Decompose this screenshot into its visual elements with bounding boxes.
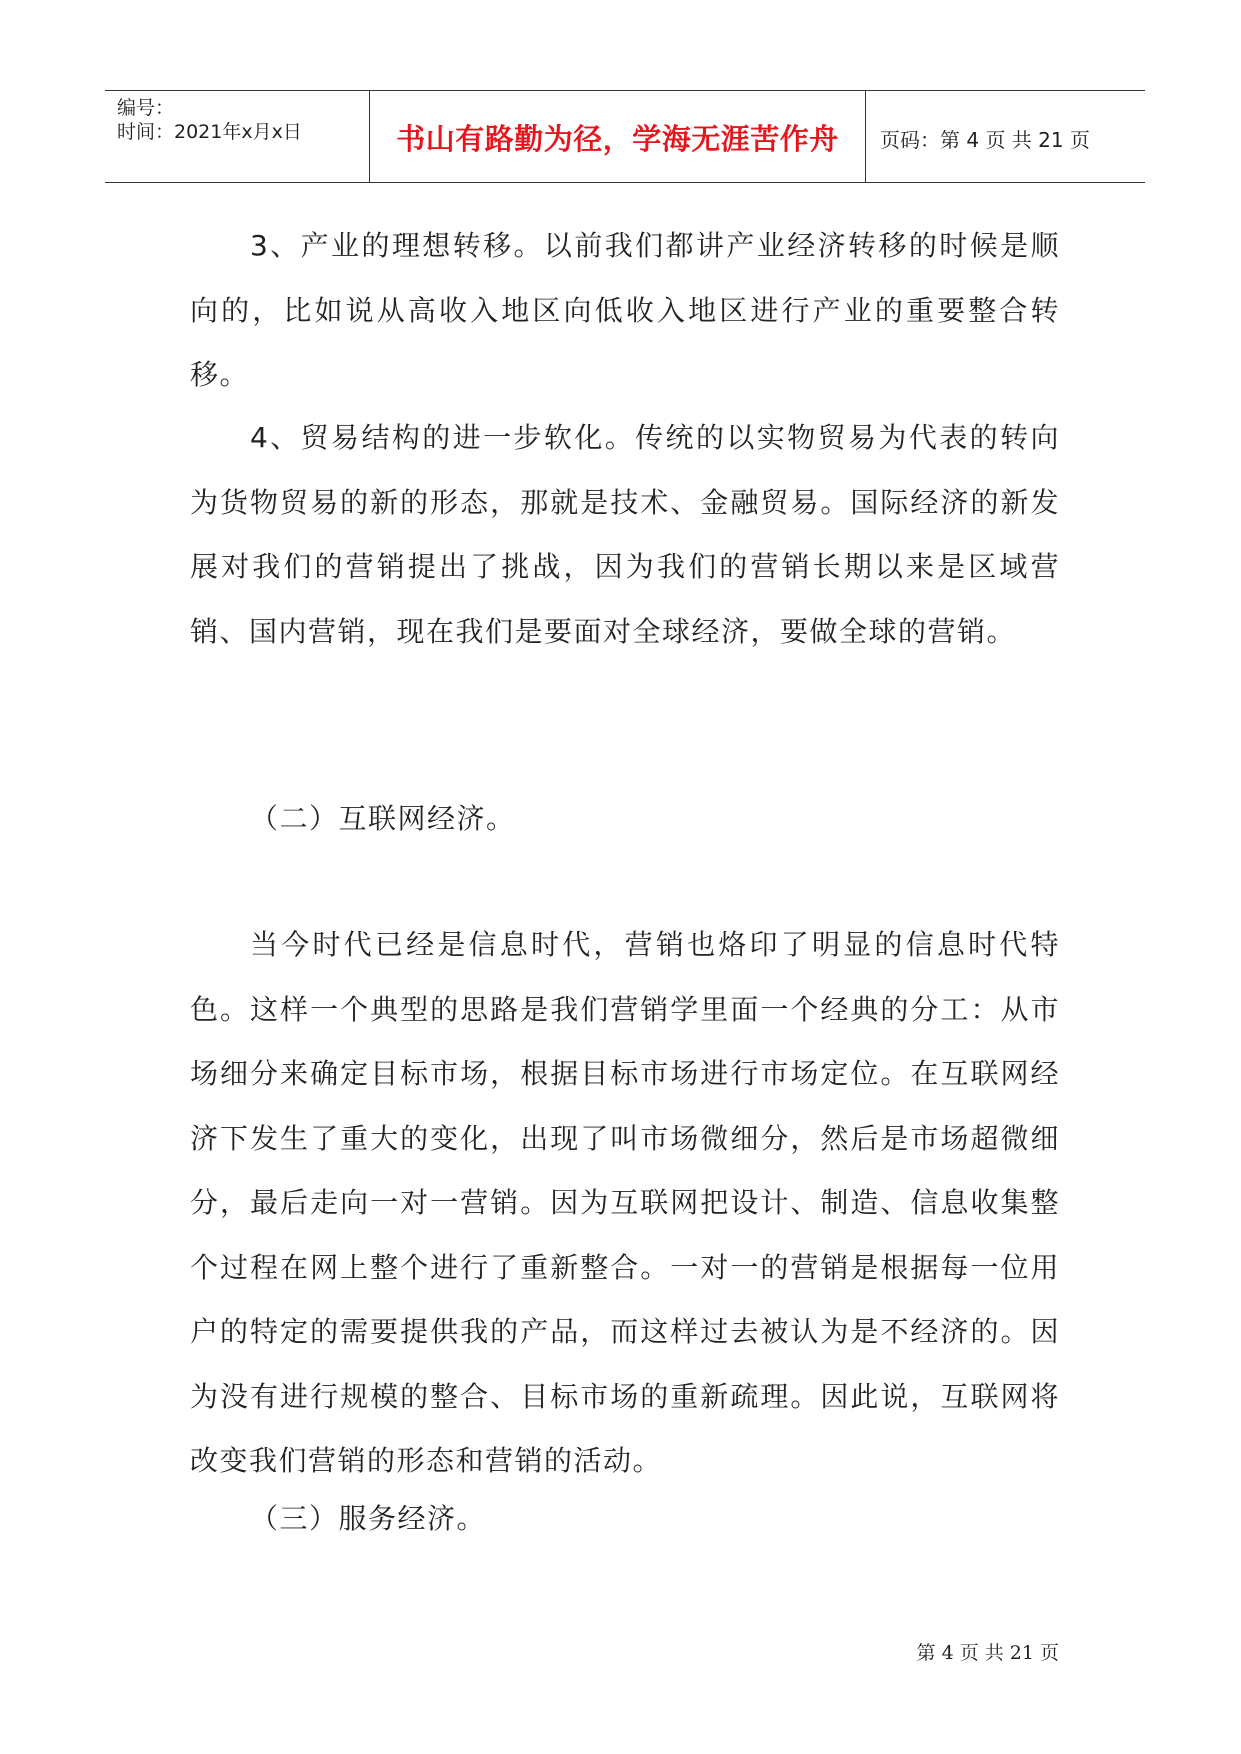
paragraph-industry-transfer: 3、产业的理想转移。以前我们都讲产业经济转移的时候是顺向的，比如说从高收入地区向低收入地区进行产业的重要整合转移。	[190, 229, 1060, 391]
section-heading-internet-economy: （二）互联网经济。	[250, 802, 516, 835]
header-motto: 书山有路勤为径，学海无涯苦作舟	[396, 122, 839, 156]
header-page-cell	[866, 91, 1145, 182]
page-footer: 第 4 页 共 21 页	[916, 1642, 1059, 1664]
header-motto-cell	[370, 91, 866, 182]
paragraph-internet-economy: 当今时代已经是信息时代，营销也烙印了明显的信息时代特色。这样一个典型的思路是我们营销学里面一个经典的分工：从市场细分来确定目标市场，根据目标市场进行市场定位。在互联网经济下发生了重大的变化，出现了叫市场微细分，然后是市场超微细分，最后走向一对一营销。因为互联网把设计、制造、信息收集整个过程在网上整个进行了重新整合。一对一的营销是根据每一位用户的特定的需要提供我的产品，而这样过去被认为是不经济的。因为没有进行规模的整合、目标市场的重新疏理。因此说，互联网将改变我们营销的形态和营销的活动。	[190, 928, 1060, 1477]
header-page-code: 页码：第 4 页 共 21 页	[880, 128, 1090, 152]
section-heading-service-economy: （三）服务经济。	[250, 1502, 487, 1535]
document-time-label: 时间：2021年x月x日	[117, 121, 302, 143]
header-info-cell	[105, 91, 370, 182]
document-number-label: 编号：	[117, 97, 175, 119]
paragraph-trade-structure: 4、贸易结构的进一步软化。传统的以实物贸易为代表的转向为货物贸易的新的形态，那就是技术、金融贸易。国际经济的新发展对我们的营销提出了挑战，因为我们的营销长期以来是区域营销、国内营销，现在我们是要面对全球经济，要做全球的营销。	[190, 421, 1060, 648]
page-header	[105, 90, 1145, 183]
